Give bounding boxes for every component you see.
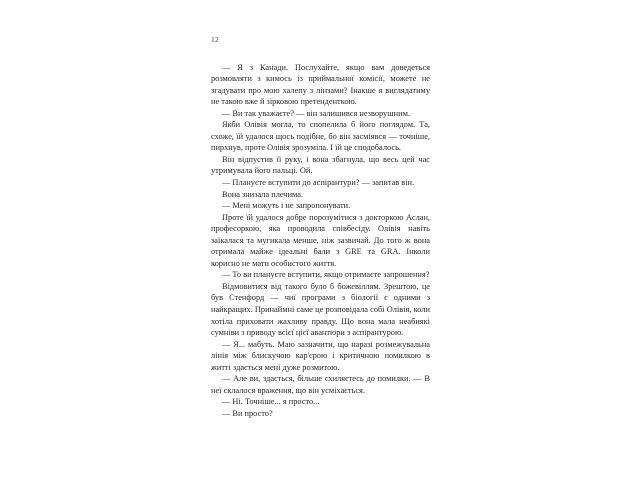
paragraph: — Я... мабуть. Маю зазначити, що наразі розмежувальна лінія між блискучою кар'єрою і критичною помилкою в житті здається мені дуже розмитою. bbox=[211, 339, 430, 372]
paragraph: — Плануєте вступити до аспірантури? — запитав він. bbox=[222, 177, 415, 187]
page-number: 12 bbox=[211, 35, 219, 44]
paragraph: Відмовитися від такого було б божевіллям. Зрештою, це був Стенфорд — чиї програми з біології є одними з найкращих. Принаймні саме це розповідала собі Олівія, коли хотіла приховати жахливу правду. Що вона мала неабиякі сумніви з приводу всієї цієї авантюри з аспірантурою. bbox=[211, 281, 430, 338]
text-column bbox=[211, 36, 430, 419]
paragraph: Якби Олівія могла, то спопелила б його поглядом. Та, схоже, їй удалося щось подібне, бо він засміявся — точніше, пирхнув, проте Олівія зрозуміла. І їй це сподобалось. bbox=[211, 120, 430, 153]
paragraph: — Мені можуть і не запропонувати. bbox=[222, 201, 351, 211]
paragraph: — Але ви, здається, більше схиляєтесь до помилки. — В неї склалося враження, що він усміхається. bbox=[211, 374, 430, 395]
paragraph: — Ви так уважаєте? — він залишився незворушним. bbox=[222, 108, 410, 118]
paragraph: Проте їй удалося добре порозумітися з докторкою Аслан, професоркою, яка проводила співбесіду. Олівія навіть заїкалася та мугикала менше, ніж зазвичай. До того ж вона отримала майже ідеальні бали з GRE та GRA. Інколи корисно не мати особистого життя. bbox=[211, 212, 430, 268]
paragraph: — То ви плануєте вступити, якщо отримаєте запрошення? bbox=[222, 270, 430, 280]
paragraph: — Я з Канади. Послухайте, якщо вам доведеться розмовляти з кимось із приймальної комісії, можете не згадувати про мою халепу з лінзами? Інакше я виглядатиму не такою вже й зірковою претенденткою. bbox=[211, 62, 430, 107]
paragraph: Вона знизала плечима. bbox=[222, 189, 304, 199]
paragraph: — Ні. Точніше... я просто... bbox=[222, 397, 320, 407]
body-text bbox=[211, 62, 430, 420]
paragraph: — Ви просто? bbox=[222, 408, 273, 418]
paragraph: Він відпустив її руку, і вона збагнула, що весь цей час утримувала його пальці. Ой. bbox=[211, 154, 430, 176]
